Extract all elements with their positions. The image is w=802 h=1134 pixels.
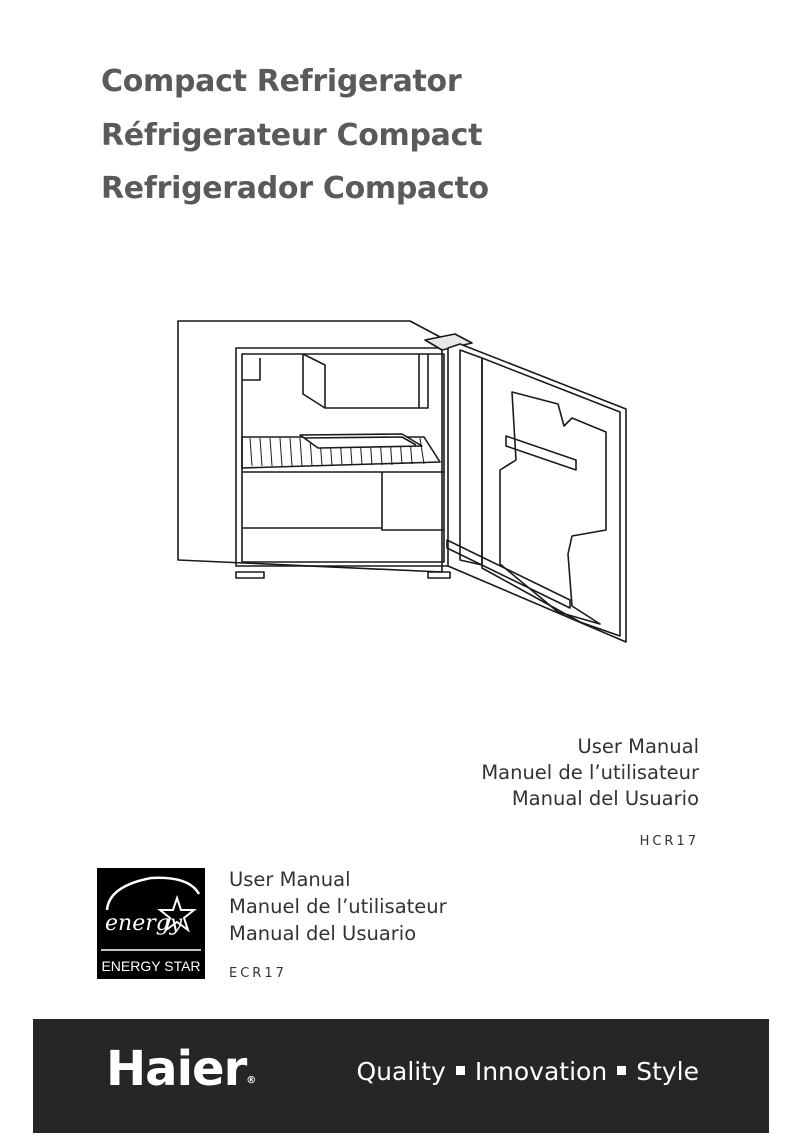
open-door [448, 344, 626, 642]
tagline-style: Style [636, 1057, 699, 1086]
registered-mark: ® [246, 1075, 256, 1086]
ecr-manual-usuario: Manual del Usuario [229, 922, 417, 945]
title-french: Réfrigerateur Compact [101, 118, 483, 153]
energy-star-icon [97, 868, 205, 979]
mini-fridge-illustration [160, 310, 640, 650]
fridge-inner-opening [236, 348, 450, 566]
brand-name: Haier [106, 1041, 247, 1097]
title-spanish: Refrigerador Compacto [101, 171, 489, 206]
ecr-manuel-utilisateur: Manuel de l’utilisateur [229, 895, 447, 918]
title-english: Compact Refrigerator [101, 64, 462, 99]
footer-banner [33, 1019, 769, 1133]
hcr-user-manual: User Manual [577, 735, 699, 758]
energy-star-logo [97, 868, 205, 979]
tagline [356, 1057, 699, 1086]
hcr-manual-usuario: Manual del Usuario [511, 787, 699, 810]
haier-logo [106, 1041, 255, 1097]
energy-script: energy [105, 911, 183, 936]
hcr-manual-titles [481, 734, 699, 812]
model-number-hcr: HCR17 [639, 834, 699, 849]
ecr-manual-titles [229, 866, 447, 947]
ice-tray [300, 434, 422, 448]
ecr-user-manual: User Manual [229, 868, 351, 891]
bullet-square-icon [617, 1066, 626, 1075]
fridge-foot [236, 572, 264, 578]
energy-star-label: ENERGY STAR [101, 958, 201, 974]
fridge-foot [428, 572, 450, 578]
tagline-quality: Quality [356, 1057, 446, 1086]
model-number-ecr: ECR17 [229, 966, 287, 981]
tagline-innovation: Innovation [474, 1057, 608, 1086]
hcr-manuel-utilisateur: Manuel de l’utilisateur [481, 761, 699, 784]
bullet-square-icon [456, 1066, 465, 1075]
